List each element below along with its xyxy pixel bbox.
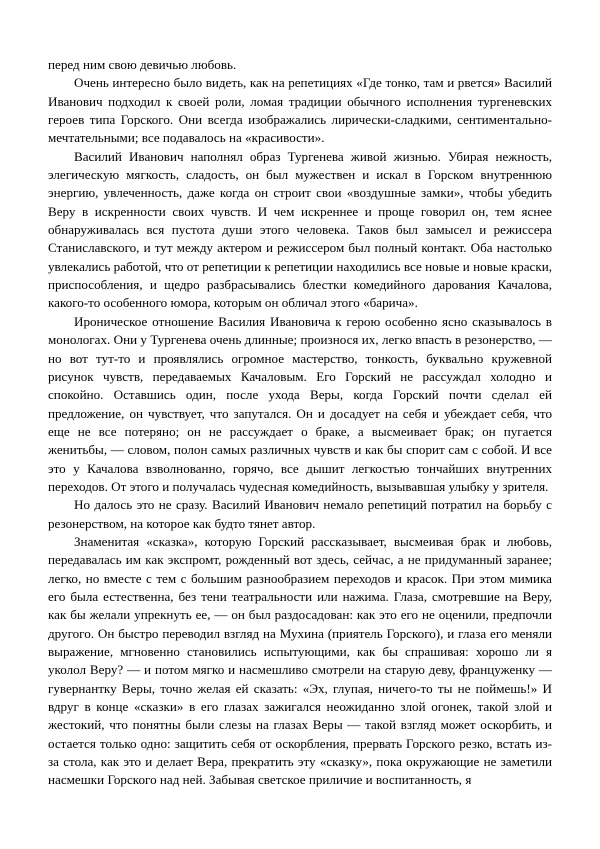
paragraph: Знаменитая «сказка», которую Горский рассказывает, высмеивая брак и любовь, передавалась им как экспромт, рожденный вот здесь, сейчас, а не придуманный заранее; легко, но вместе с тем с большим разнообразием переходов и красок. При этом мимика его была естественна, без тени театральности или нажима. Глаза, смотревшие на Веру, как бы желали упрекнуть ее, — он был раздосадован: как это его не оценили, предпочли другого. Он быстро переводил взгляд на Мухина (приятель Горского), и глаза его меняли выражение, мгновенно становились испытующими, как бы спрашивая: хорошо ли я уколол Веру? — и потом мягко и насмешливо смотрели на старую деву, француженку — гувернантку Веры, точно желая ей сказать: «Эх, глупая, ничего-то ты не поймешь!» И вдруг в конце «сказки» в его глазах зажигался неожиданно злой огонек, такой злой и жестокий, что понятны были слезы на глазах Веры — такой взгляд может оскорбить, и остается только одно: защитить себя от оскорбления, прервать Горского резко, встать из-за стола, как это и делает Вера, прекратить эту «сказку», пока окружающие не заметили насмешки Горского над ней. Забывая светское приличие и воспитанность, я [48,533,552,788]
paragraph: Очень интересно было видеть, как на репетициях «Где тонко, там и рвется» Василий Иванович подходил к своей роли, ломая традиции обычного исполнения тургеневских героев типа Горского. Они всегда изображались лирически-сладкими, сентиментально-мечтательными; все подавалось на «красивости». [48,75,552,146]
paragraph: Ироническое отношение Василия Ивановича к герою особенно ясно сказывалось в монологах. Они у Тургенева очень длинные; произнося их, легко впасть в резонерство, — но вот тут-то и проявлялись огромное мастерство, тонкость, буквально кружевной рисунок чувств, передаваемых Качаловым. Его Горский не рассуждал холодно и спокойно. Оставшись один, после ухода Веры, когда Горский почти сделал ей предложение, он чувствует, что запутался. Он и досадует на себя и убеждает себя, что еще не все потеряно; он не рассуждает о браке, а высмеивает брак; он пугается женитьбы, — словом, полон самых различных чувств и как бы спорит сам с собой. И все это у Качалова взволнованно, горячо, все дышит легкостью тончайших внутренних переходов. От этого и получалась чудесная комедийность, вызывавшая улыбку у зрителя. [48,313,552,494]
paragraph: Василий Иванович наполнял образ Тургенева живой жизнью. Убирая нежность, элегическую мягкость, сладость, он был мужествен и искал в Горском внутреннюю энергию, увлеченность, даже когда он строит свои «воздушные замки», чтобы убедить Веру в искренности своих чувств. И чем искреннее и проще говорил он, тем яснее обнаруживалась вся пустота души этого человека. Таков был замысел и режиссера Станиславского, и тут между актером и режиссером был полный контакт. Оба настолько увлекались работой, что от репетиции к репетиции находились все новые и новые краски, приспособления, и щедро разбрасывались блестки комедийного дарования Качалова, какого-то особенного юмора, которым он обличал этого «барича». [48,148,552,311]
paragraph: Но далось это не сразу. Василий Иванович немало репетиций потратил на борьбу с резонерством, на которое как будто тянет автор. [48,497,552,531]
document-body [48,56,552,790]
paragraph: перед ним свою девичью любовь. [48,57,237,72]
